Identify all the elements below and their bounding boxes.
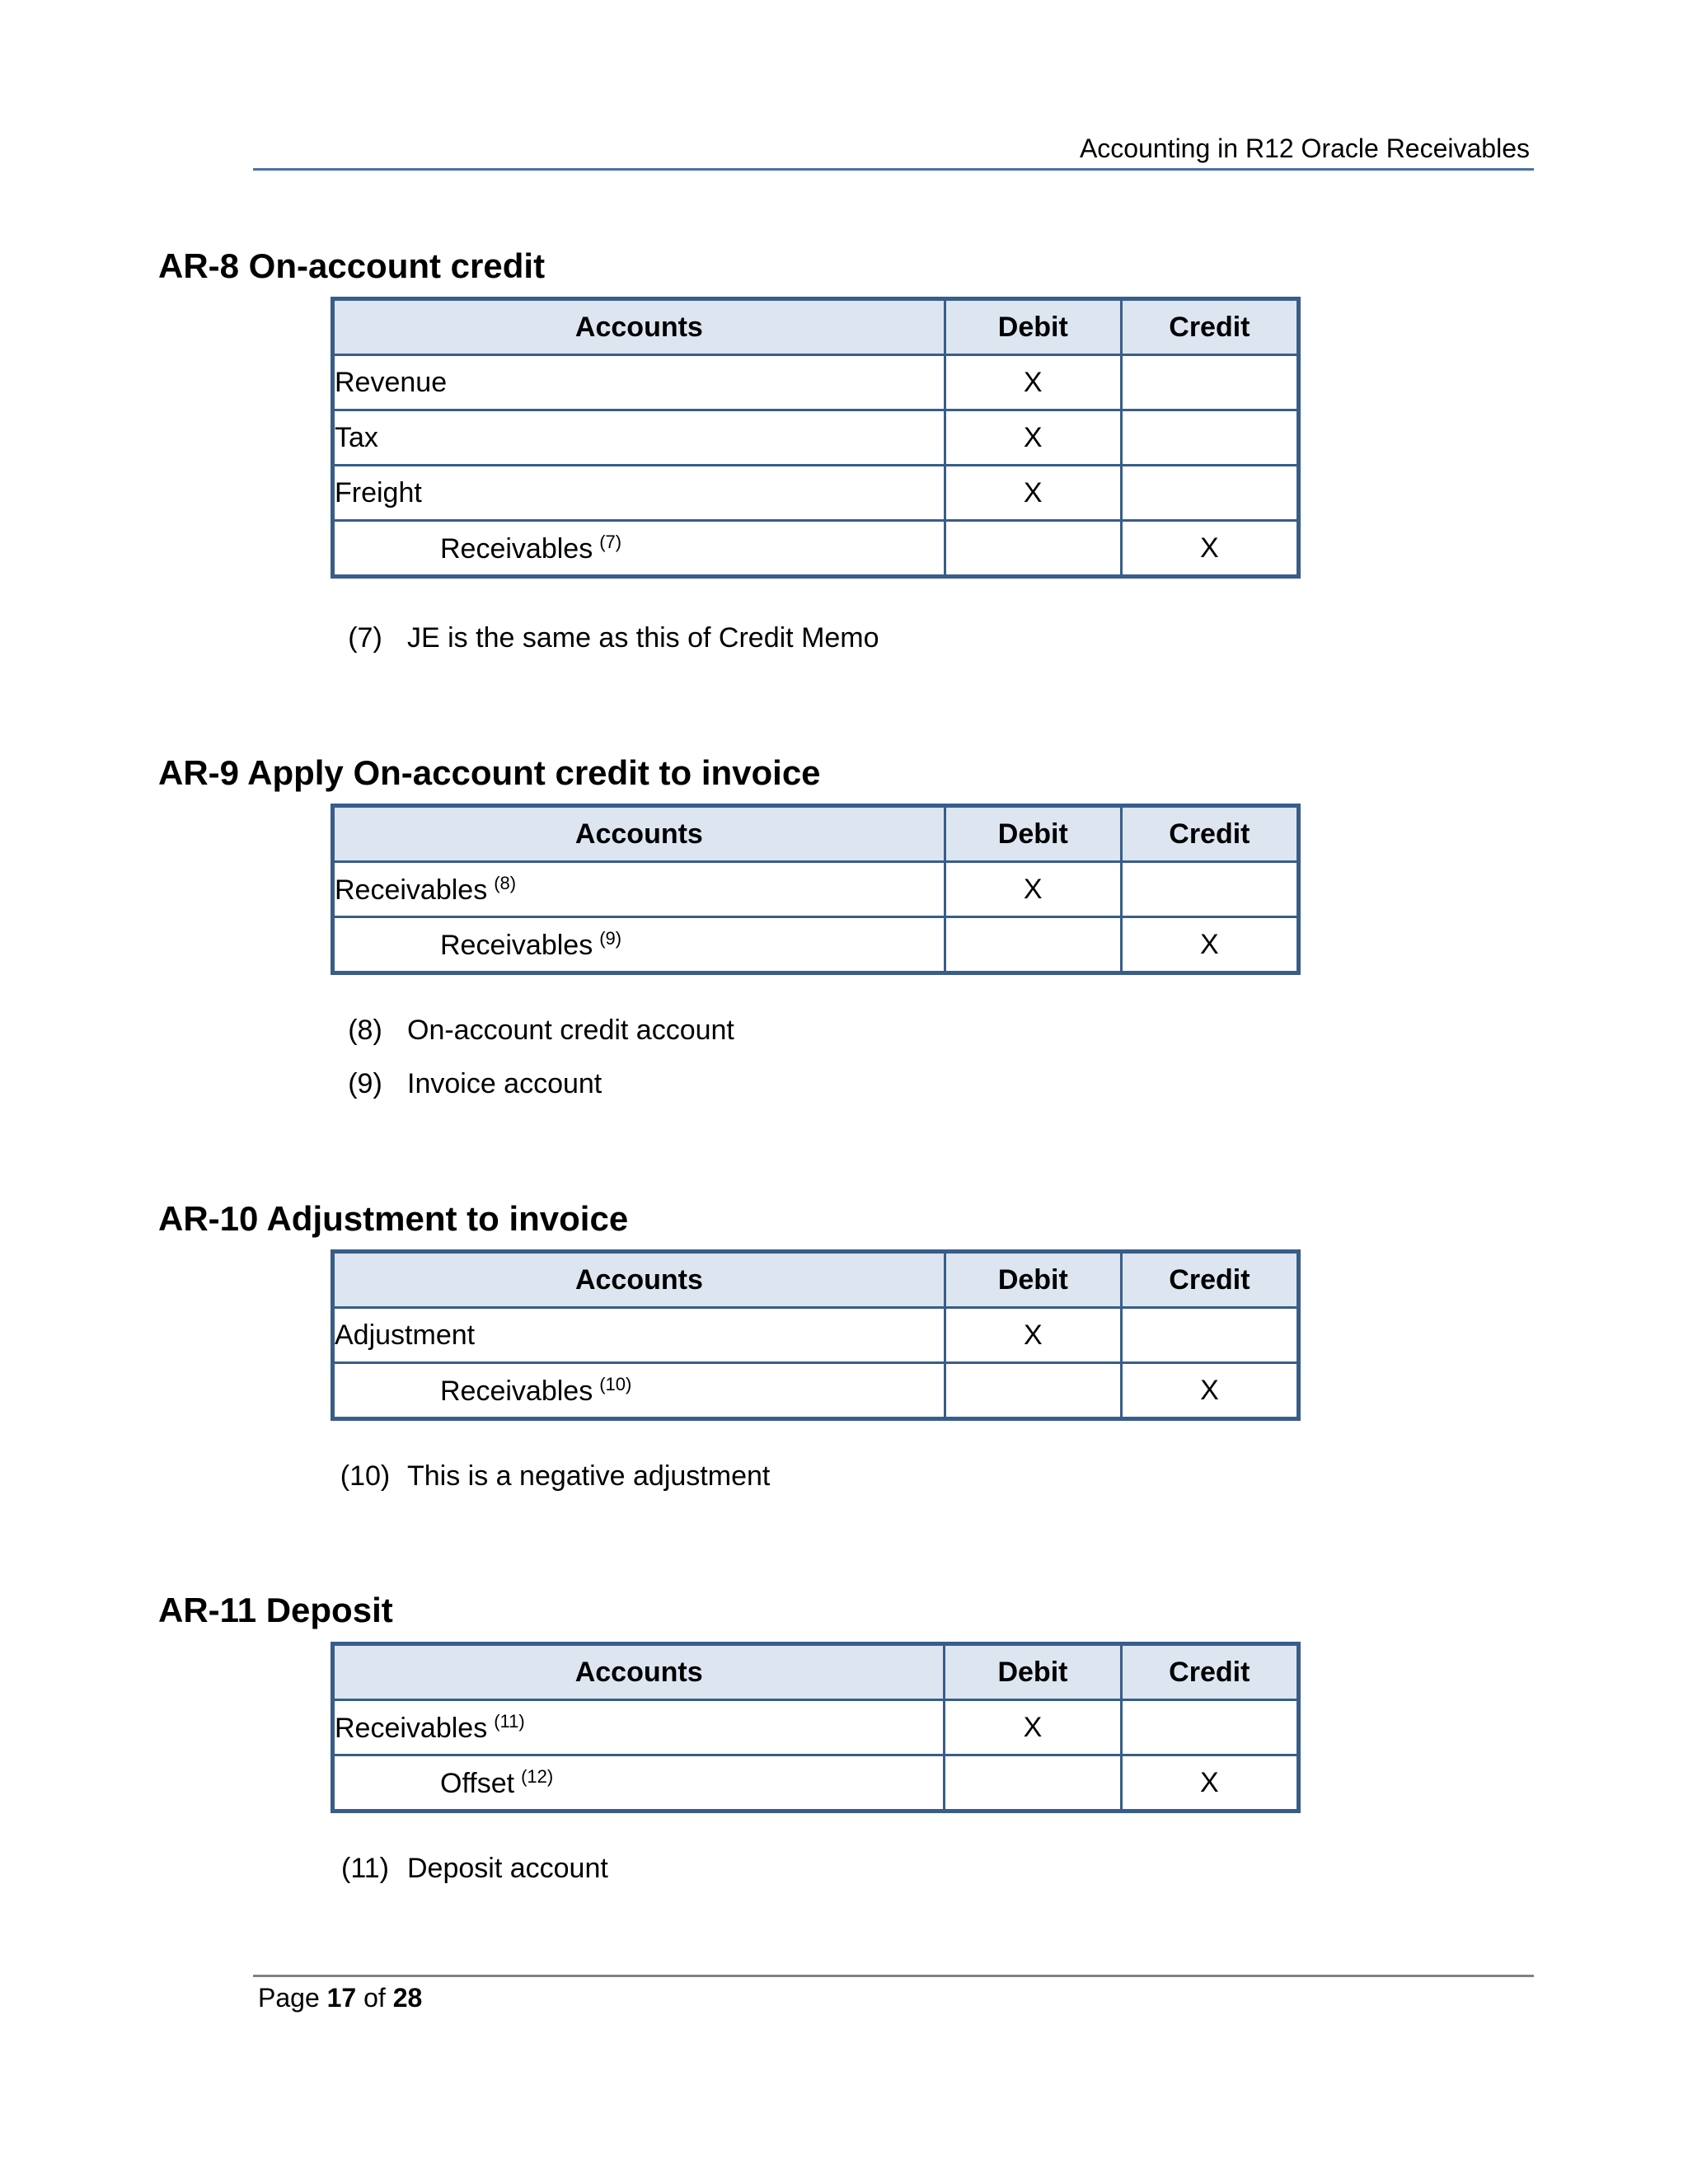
table-row: [333, 917, 1299, 973]
debit-cell: X: [945, 1308, 1121, 1363]
footer-rule: [253, 1975, 1534, 1977]
header-accounts: Accounts: [333, 806, 945, 862]
account-cell: [333, 917, 945, 973]
journal-table-ar11: [331, 1642, 1301, 1813]
debit-cell: X: [945, 1700, 1121, 1755]
account-name: Adjustment: [335, 1319, 476, 1351]
credit-cell: X: [1121, 1363, 1298, 1419]
footnote-text: Invoice account: [407, 1068, 603, 1099]
header-accounts: Accounts: [333, 299, 945, 355]
table-header-row: [333, 299, 1299, 355]
footnote-ref: (7): [599, 531, 622, 552]
account-name: Freight: [335, 476, 422, 509]
account-cell: [333, 1363, 945, 1419]
account-cell: [333, 355, 945, 410]
footnote-text: This is a negative adjustment: [407, 1460, 771, 1492]
credit-cell: [1121, 410, 1298, 466]
header-accounts: Accounts: [333, 1644, 945, 1700]
account-name: Offset: [440, 1767, 515, 1799]
table-row: [333, 1700, 1299, 1755]
account-cell: [333, 1700, 945, 1755]
running-header: Accounting in R12 Oracle Receivables: [1079, 134, 1530, 163]
header-debit: Debit: [945, 806, 1121, 862]
footnote: [323, 1850, 608, 1886]
debit-cell: X: [945, 466, 1121, 521]
footnote: [323, 620, 879, 656]
page-current: 17: [326, 1983, 357, 2013]
page-separator: of: [363, 1983, 386, 2013]
account-cell: [333, 410, 945, 466]
section-title-ar10: AR-10 Adjustment to invoice: [158, 1199, 629, 1238]
header-debit: Debit: [945, 1252, 1121, 1308]
account-name: Receivables: [335, 874, 488, 906]
footnote-number: (9): [348, 1068, 382, 1099]
header-credit: Credit: [1121, 806, 1298, 862]
table-row: [333, 410, 1299, 466]
page-total: 28: [392, 1983, 423, 2013]
debit-cell: [945, 917, 1121, 973]
table-row: [333, 862, 1299, 917]
footnote-ref: (9): [599, 927, 622, 949]
debit-cell: X: [945, 862, 1121, 917]
credit-cell: X: [1121, 917, 1298, 973]
table-row: [333, 1363, 1299, 1419]
debit-cell: [945, 1363, 1121, 1419]
header-debit: Debit: [945, 299, 1121, 355]
table-header-row: [333, 1644, 1299, 1700]
header-credit: Credit: [1121, 299, 1298, 355]
account-name: Tax: [335, 421, 378, 453]
table-header-row: [333, 806, 1299, 862]
header-credit: Credit: [1121, 1252, 1298, 1308]
debit-cell: X: [945, 410, 1121, 466]
credit-cell: X: [1121, 1755, 1298, 1811]
page-number: [258, 1981, 422, 2014]
debit-cell: [945, 521, 1121, 577]
table-row: [333, 1755, 1299, 1811]
header-credit: Credit: [1121, 1644, 1298, 1700]
debit-cell: [945, 1755, 1121, 1811]
table-header-row: [333, 1252, 1299, 1308]
footnote-ref: (11): [494, 1710, 525, 1732]
page-prefix: Page: [258, 1983, 320, 2013]
account-cell: [333, 466, 945, 521]
footnote: [323, 1012, 734, 1048]
header-debit: Debit: [945, 1644, 1121, 1700]
header-rule: [253, 168, 1534, 171]
account-cell: [333, 1308, 945, 1363]
journal-table-ar9: [331, 804, 1301, 975]
account-name: Revenue: [335, 366, 448, 398]
account-cell: [333, 521, 945, 577]
account-name: Receivables: [440, 929, 593, 961]
footnote-text: On-account credit account: [407, 1015, 734, 1046]
account-cell: [333, 862, 945, 917]
credit-cell: [1121, 1700, 1298, 1755]
account-name: Receivables: [335, 1712, 488, 1744]
footnote-ref: (12): [521, 1765, 554, 1787]
footnote-text: Deposit account: [407, 1853, 608, 1884]
section-title-ar8: AR-8 On-account credit: [158, 246, 546, 285]
account-name: Receivables: [440, 1375, 593, 1407]
credit-cell: [1121, 1308, 1298, 1363]
table-row: [333, 466, 1299, 521]
footnote-number: (7): [348, 622, 382, 654]
credit-cell: [1121, 355, 1298, 410]
section-title-ar11: AR-11 Deposit: [158, 1591, 393, 1629]
credit-cell: [1121, 862, 1298, 917]
header-accounts: Accounts: [333, 1252, 945, 1308]
table-row: [333, 1308, 1299, 1363]
credit-cell: [1121, 466, 1298, 521]
table-row: [333, 521, 1299, 577]
journal-table-ar8: [331, 297, 1301, 579]
journal-table-ar10: [331, 1249, 1301, 1421]
footnote-text: JE is the same as this of Credit Memo: [407, 622, 879, 654]
table-row: [333, 355, 1299, 410]
section-title-ar9: AR-9 Apply On-account credit to invoice: [158, 753, 821, 792]
footnote-ref: (10): [599, 1373, 632, 1394]
credit-cell: X: [1121, 521, 1298, 577]
account-name: Receivables: [440, 532, 593, 565]
footnote-ref: (8): [494, 872, 517, 893]
footnote: [323, 1066, 602, 1102]
footnote-number: (10): [340, 1460, 391, 1492]
footnote-number: (8): [348, 1015, 382, 1046]
footnote: [323, 1458, 770, 1494]
account-cell: [333, 1755, 945, 1811]
debit-cell: X: [945, 355, 1121, 410]
footnote-number: (11): [341, 1853, 389, 1884]
